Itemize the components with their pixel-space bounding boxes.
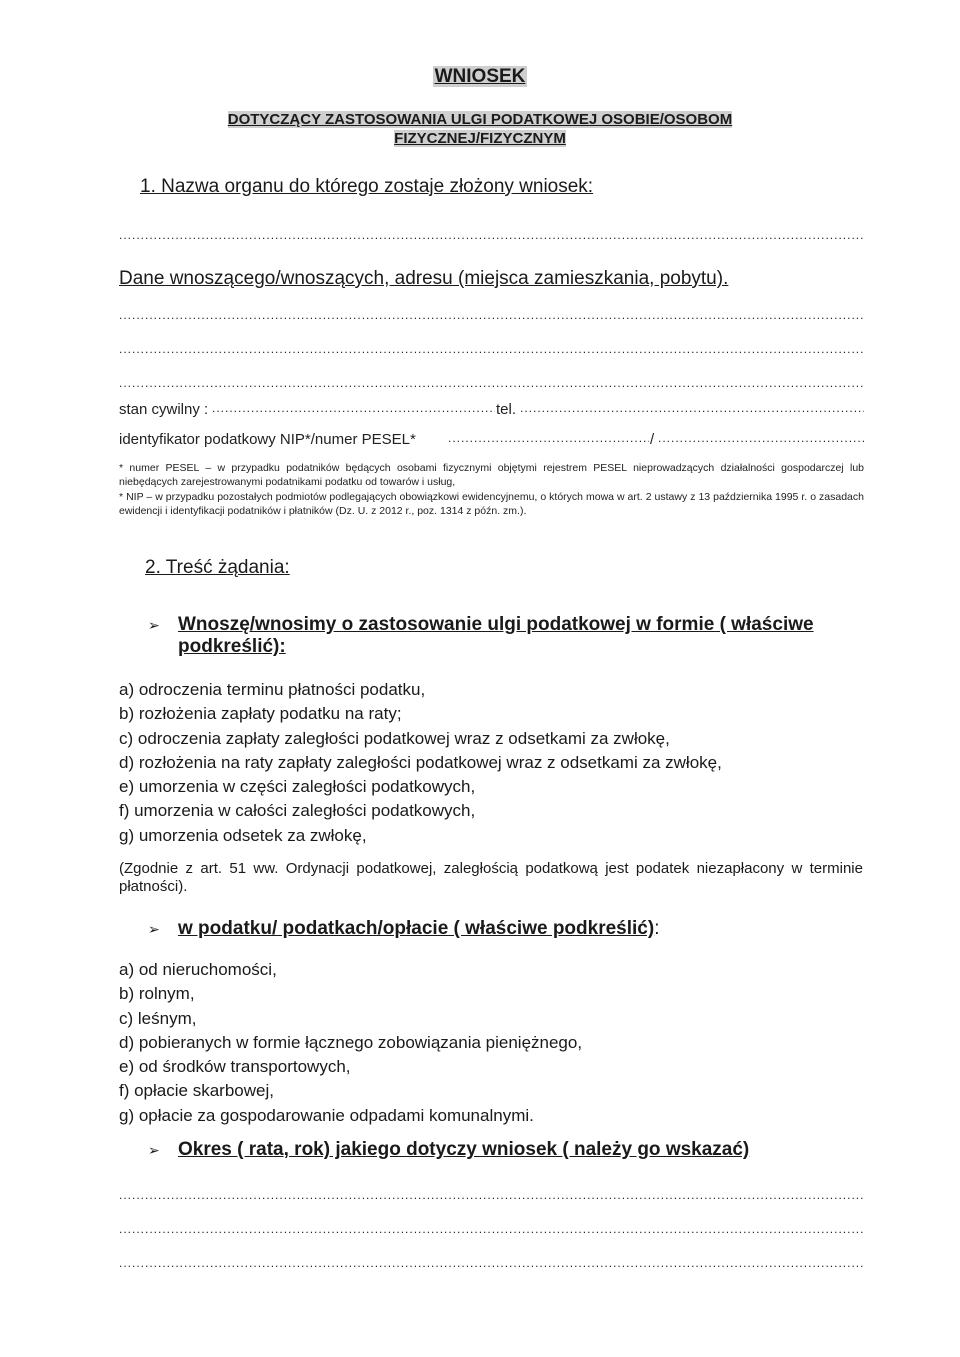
- applicant-line-3[interactable]: [119, 376, 863, 390]
- list-item[interactable]: c) odroczenia zapłaty zaległości podatkowej wraz z odsetkami za zwłokę,: [119, 728, 670, 748]
- section-2-heading: 2. Treść żądania:: [145, 557, 290, 578]
- arrow-bullet-icon: ➢: [148, 617, 160, 633]
- relief-form-list: [119, 678, 722, 848]
- civil-status-field: [119, 401, 208, 418]
- list-item[interactable]: a) odroczenia terminu płatności podatku,: [119, 680, 426, 699]
- pesel-input[interactable]: [658, 431, 864, 445]
- list-item[interactable]: f) umorzenia w całości zaległości podatkowych,: [119, 801, 476, 821]
- subtitle-line-2: FIZYCZNEJ/FIZYCZNYM: [394, 130, 566, 147]
- tel-label: tel.: [496, 401, 517, 418]
- list-item[interactable]: g) umorzenia odsetek za zwłokę,: [119, 825, 367, 845]
- list-item[interactable]: c) leśnym,: [119, 1008, 197, 1028]
- list-item[interactable]: d) pobieranych w formie łącznego zobowiązania pieniężnego,: [119, 1032, 583, 1052]
- list-item[interactable]: g) opłacie za gospodarowanie odpadami komunalnymi.: [119, 1105, 534, 1125]
- civil-status-input[interactable]: [212, 401, 495, 415]
- nip-input[interactable]: [448, 431, 649, 445]
- applicant-line-2[interactable]: [119, 342, 863, 356]
- applicant-line-1[interactable]: [119, 308, 863, 322]
- subtitle-line-1: DOTYCZĄCY ZASTOSOWANIA ULGI PODATKOWEJ OSOBIE/OSOBOM: [227, 111, 733, 128]
- period-line-1[interactable]: [119, 1188, 863, 1202]
- footnote-nip: * NIP – w przypadku pozostałych podmiotów podlegających obowiązkowi ewidencyjnemu, o których mowa w art. 2 ustawy z 13 października 1995 r. o zasadach ewidencji i identyfikacji podatników i płatników (Dz. U. z 2012 r., poz. 1314 z późn. zm.).: [119, 491, 864, 517]
- applicant-heading: Dane wnoszącego/wnoszących, adresu (miejsca zamieszkania, pobytu).: [119, 268, 729, 289]
- list-item[interactable]: f) opłacie skarbowej,: [119, 1081, 274, 1101]
- tax-id-separator: /: [650, 431, 655, 448]
- footnote-pesel: * numer PESEL – w przypadku podatników będących osobami fizycznymi objętymi rejestrem PESEL nieprowadzących działalności gospodarczej lub niebędących zarejestrowanymi podatnikami podatku od towarów i usług,: [119, 462, 864, 488]
- arrow-bullet-icon: ➢: [148, 1142, 160, 1158]
- list-item[interactable]: e) od środków transportowych,: [119, 1057, 351, 1077]
- civil-status-label: stan cywilny :: [119, 401, 209, 418]
- relief-form-text: Wnoszę/wnosimy o zastosowanie ulgi podatkowej w formie ( właściwe podkreślić):: [178, 614, 814, 657]
- list-item[interactable]: b) rozłożenia zapłaty podatku na raty;: [119, 704, 402, 724]
- tax-type-text: w podatku/ podatkach/opłacie ( właściwe podkreślić): [178, 918, 655, 939]
- tax-id-label: identyfikator podatkowy NIP*/numer PESEL*: [119, 431, 416, 448]
- document-subtitle: [0, 110, 960, 148]
- section-1-heading: 1. Nazwa organu do którego zostaje złożony wniosek:: [140, 176, 594, 197]
- arrow-bullet-icon: ➢: [148, 921, 160, 937]
- document-title: WNIOSEK: [434, 66, 526, 87]
- tax-type-list: [119, 958, 582, 1128]
- tel-input[interactable]: [520, 401, 864, 415]
- authority-name-line[interactable]: [119, 228, 863, 242]
- list-item[interactable]: d) rozłożenia na raty zapłaty zaległości podatkowej wraz z odsetkami za zwłokę,: [119, 752, 722, 772]
- ordinance-note: (Zgodnie z art. 51 ww. Ordynacji podatkowej, zaległością podatkową jest podatek niezapłacony w terminie płatności).: [119, 860, 863, 895]
- list-item[interactable]: a) od nieruchomości,: [119, 960, 277, 979]
- list-item[interactable]: b) rolnym,: [119, 984, 195, 1004]
- period-line-3[interactable]: [119, 1256, 863, 1270]
- period-bullet: [148, 1139, 864, 1161]
- period-text: Okres ( rata, rok) jakiego dotyczy wniosek ( należy go wskazać): [178, 1139, 750, 1160]
- list-item[interactable]: e) umorzenia w części zaległości podatkowych,: [119, 777, 476, 797]
- tax-type-bullet: ➢ w podatku/ podatkach/opłacie ( właściwe podkreślić):: [148, 918, 660, 939]
- relief-form-bullet: [148, 614, 864, 658]
- period-line-2[interactable]: [119, 1222, 863, 1236]
